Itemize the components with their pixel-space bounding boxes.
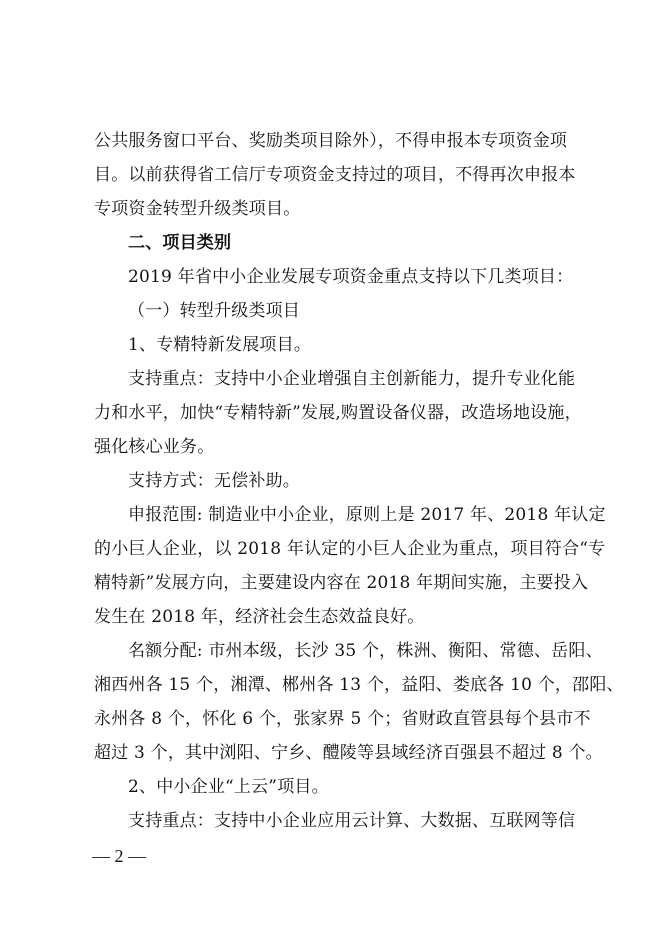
item-heading: 2、中小企业“上云”项目。 xyxy=(128,777,329,797)
paragraph-line: 名额分配: 市州本级，长沙 35 个，株洲、衡阳、常德、岳阳、 xyxy=(128,641,603,661)
item-heading: 1、专精特新发展项目。 xyxy=(128,335,312,355)
paragraph-line: 2019 年省中小企业发展专项资金重点支持以下几类项目： xyxy=(128,267,574,287)
paragraph-line: 永州各 8 个，怀化 6 个，张家界 5 个；省财政直管县每个县市不 xyxy=(94,709,591,729)
paragraph-line: 公共服务窗口平台、奖励类项目除外），不得申报本专项资金项 xyxy=(94,131,568,151)
section-heading: 二、项目类别 xyxy=(128,233,232,253)
paragraph-line: 专项资金转型升级类项目。 xyxy=(94,199,301,219)
paragraph-line: 支持方式：无偿补助。 xyxy=(128,471,300,491)
paragraph-line: 的小巨人企业，以 2018 年认定的小巨人企业为重点，项目符合“专 xyxy=(94,539,606,559)
paragraph-line: 申报范围: 制造业中小企业，原则上是 2017 年、2018 年认定 xyxy=(128,505,606,525)
paragraph-line: 力和水平，加快“专精特新”发展,购置设备仪器，改造场地设施， xyxy=(94,403,582,423)
subsection-heading: （一）转型升级类项目 xyxy=(128,301,300,321)
paragraph-line: 支持重点：支持中小企业应用云计算、大数据、互联网等信 xyxy=(128,811,576,831)
page-number: — 2 — xyxy=(92,846,146,866)
paragraph-line: 强化核心业务。 xyxy=(94,437,215,457)
paragraph-line: 超过 3 个，其中浏阳、宁乡、醴陵等县域经济百强县不超过 8 个。 xyxy=(94,743,603,763)
paragraph-line: 湘西州各 15 个，湘潭、郴州各 13 个，益阳、娄底各 10 个，邵阳、 xyxy=(94,675,624,695)
document-body xyxy=(94,124,624,838)
paragraph-line: 发生在 2018 年，经济社会生态效益良好。 xyxy=(94,607,425,627)
paragraph-line: 精特新”发展方向，主要建设内容在 2018 年期间实施，主要投入 xyxy=(94,573,589,593)
paragraph-line: 支持重点：支持中小企业增强自主创新能力，提升专业化能 xyxy=(128,369,576,389)
paragraph-line: 目。以前获得省工信厅专项资金支持过的项目，不得再次申报本 xyxy=(94,165,576,185)
